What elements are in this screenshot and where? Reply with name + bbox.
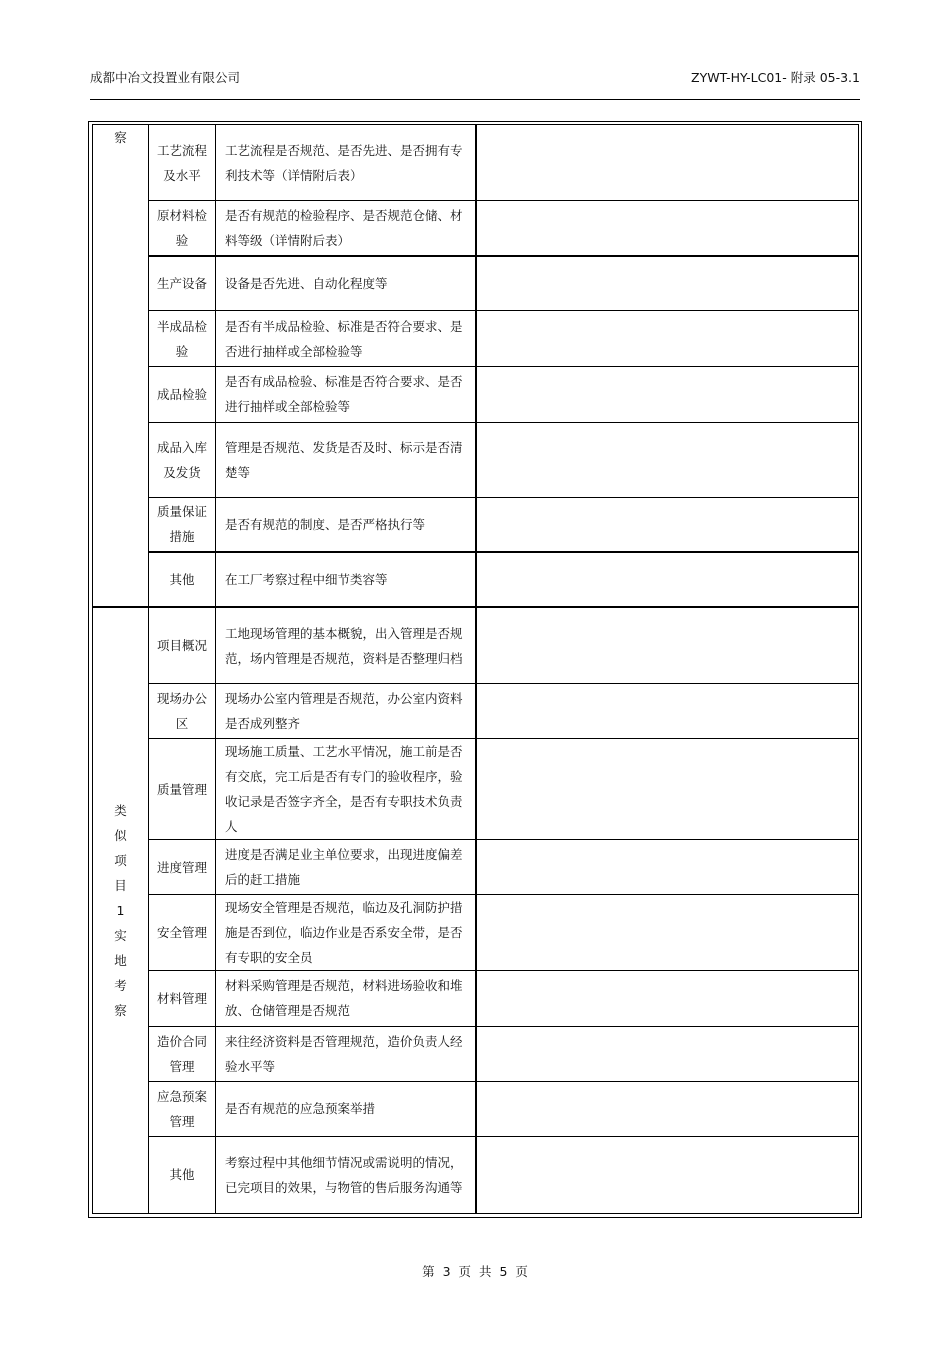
item-cell: 工艺流程及水平: [149, 125, 216, 201]
table-row: [93, 607, 859, 683]
table-row: [93, 1026, 859, 1081]
table-row: [93, 125, 859, 201]
item-cell: 项目概况: [149, 607, 216, 683]
description-cell: 现场办公室内管理是否规范，办公室内资料是否成列整齐: [216, 683, 476, 738]
section-label-cell: [93, 607, 149, 1213]
page-number: 第 3 页 共 5 页: [422, 1264, 528, 1279]
description-cell: 现场安全管理是否规范，临边及孔洞防护措施是否到位，临边作业是否系安全带，是否有专职的安全员: [216, 895, 476, 971]
table-body: [93, 125, 859, 1214]
description-cell: 是否有规范的检验程序、是否规范仓储、材料等级（详情附后表）: [216, 201, 476, 256]
description-cell: 来往经济资料是否管理规范，造价负责人经验水平等: [216, 1026, 476, 1081]
notes-cell: [476, 256, 859, 311]
description-cell: 在工厂考察过程中细节类容等: [216, 552, 476, 607]
description-cell: 进度是否满足业主单位要求，出现进度偏差后的赶工措施: [216, 840, 476, 895]
item-cell: 成品入库及发货: [149, 422, 216, 497]
notes-cell: [476, 1081, 859, 1136]
notes-cell: [476, 607, 859, 683]
item-cell: 原材料检验: [149, 201, 216, 256]
item-cell: 质量管理: [149, 739, 216, 840]
description-cell: 工地现场管理的基本概貌，出入管理是否规范，场内管理是否规范，资料是否整理归档: [216, 607, 476, 683]
notes-cell: [476, 895, 859, 971]
table-row: [93, 201, 859, 256]
notes-cell: [476, 840, 859, 895]
description-cell: 是否有规范的制度、是否严格执行等: [216, 497, 476, 552]
description-cell: 是否有规范的应急预案举措: [216, 1081, 476, 1136]
item-cell: 应急预案管理: [149, 1081, 216, 1136]
notes-cell: [476, 497, 859, 552]
table-row: [93, 739, 859, 840]
table-row: [93, 683, 859, 738]
item-cell: 材料管理: [149, 971, 216, 1026]
item-cell: 质量保证措施: [149, 497, 216, 552]
notes-cell: [476, 367, 859, 422]
item-cell: 成品检验: [149, 367, 216, 422]
item-cell: 其他: [149, 552, 216, 607]
description-cell: 管理是否规范、发货是否及时、标示是否清楚等: [216, 422, 476, 497]
table-row: [93, 971, 859, 1026]
item-cell: 安全管理: [149, 895, 216, 971]
table-row: [93, 552, 859, 607]
table-row: [93, 1081, 859, 1136]
description-cell: 是否有半成品检验、标准是否符合要求、是否进行抽样或全部检验等: [216, 311, 476, 367]
notes-cell: [476, 311, 859, 367]
table-row: [93, 1136, 859, 1213]
description-cell: 设备是否先进、自动化程度等: [216, 256, 476, 311]
table-row: [93, 840, 859, 895]
item-cell: 其他: [149, 1136, 216, 1213]
notes-cell: [476, 971, 859, 1026]
header-divider: [90, 99, 860, 100]
notes-cell: [476, 201, 859, 256]
description-cell: 工艺流程是否规范、是否先进、是否拥有专利技术等（详情附后表）: [216, 125, 476, 201]
notes-cell: [476, 683, 859, 738]
table-row: [93, 422, 859, 497]
section-label: 察: [114, 130, 127, 145]
item-cell: 现场办公区: [149, 683, 216, 738]
notes-cell: [476, 1136, 859, 1213]
item-cell: 进度管理: [149, 840, 216, 895]
table-row: [93, 367, 859, 422]
description-cell: 现场施工质量、工艺水平情况，施工前是否有交底，完工后是否有专门的验收程序，验收记录是否签字齐全，是否有专职技术负责人: [216, 739, 476, 840]
company-name: 成都中冶文投置业有限公司: [90, 70, 241, 85]
section-label-cell: [93, 125, 149, 608]
description-cell: 材料采购管理是否规范，材料进场验收和堆放、仓储管理是否规范: [216, 971, 476, 1026]
item-cell: 生产设备: [149, 256, 216, 311]
section-label: 类似项目1实地考察: [114, 803, 127, 1019]
inspection-table: [92, 124, 859, 1214]
table-row: [93, 895, 859, 971]
document-code: ZYWT-HY-LC01- 附录 05-3.1: [691, 70, 860, 85]
notes-cell: [476, 125, 859, 201]
item-cell: 造价合同管理: [149, 1026, 216, 1081]
notes-cell: [476, 1026, 859, 1081]
table-row: [93, 311, 859, 367]
notes-cell: [476, 552, 859, 607]
item-cell: 半成品检验: [149, 311, 216, 367]
notes-cell: [476, 739, 859, 840]
description-cell: 是否有成品检验、标准是否符合要求、是否进行抽样或全部检验等: [216, 367, 476, 422]
description-cell: 考察过程中其他细节情况或需说明的情况，已完项目的效果，与物管的售后服务沟通等: [216, 1136, 476, 1213]
notes-cell: [476, 422, 859, 497]
table-row: [93, 256, 859, 311]
table-row: [93, 497, 859, 552]
